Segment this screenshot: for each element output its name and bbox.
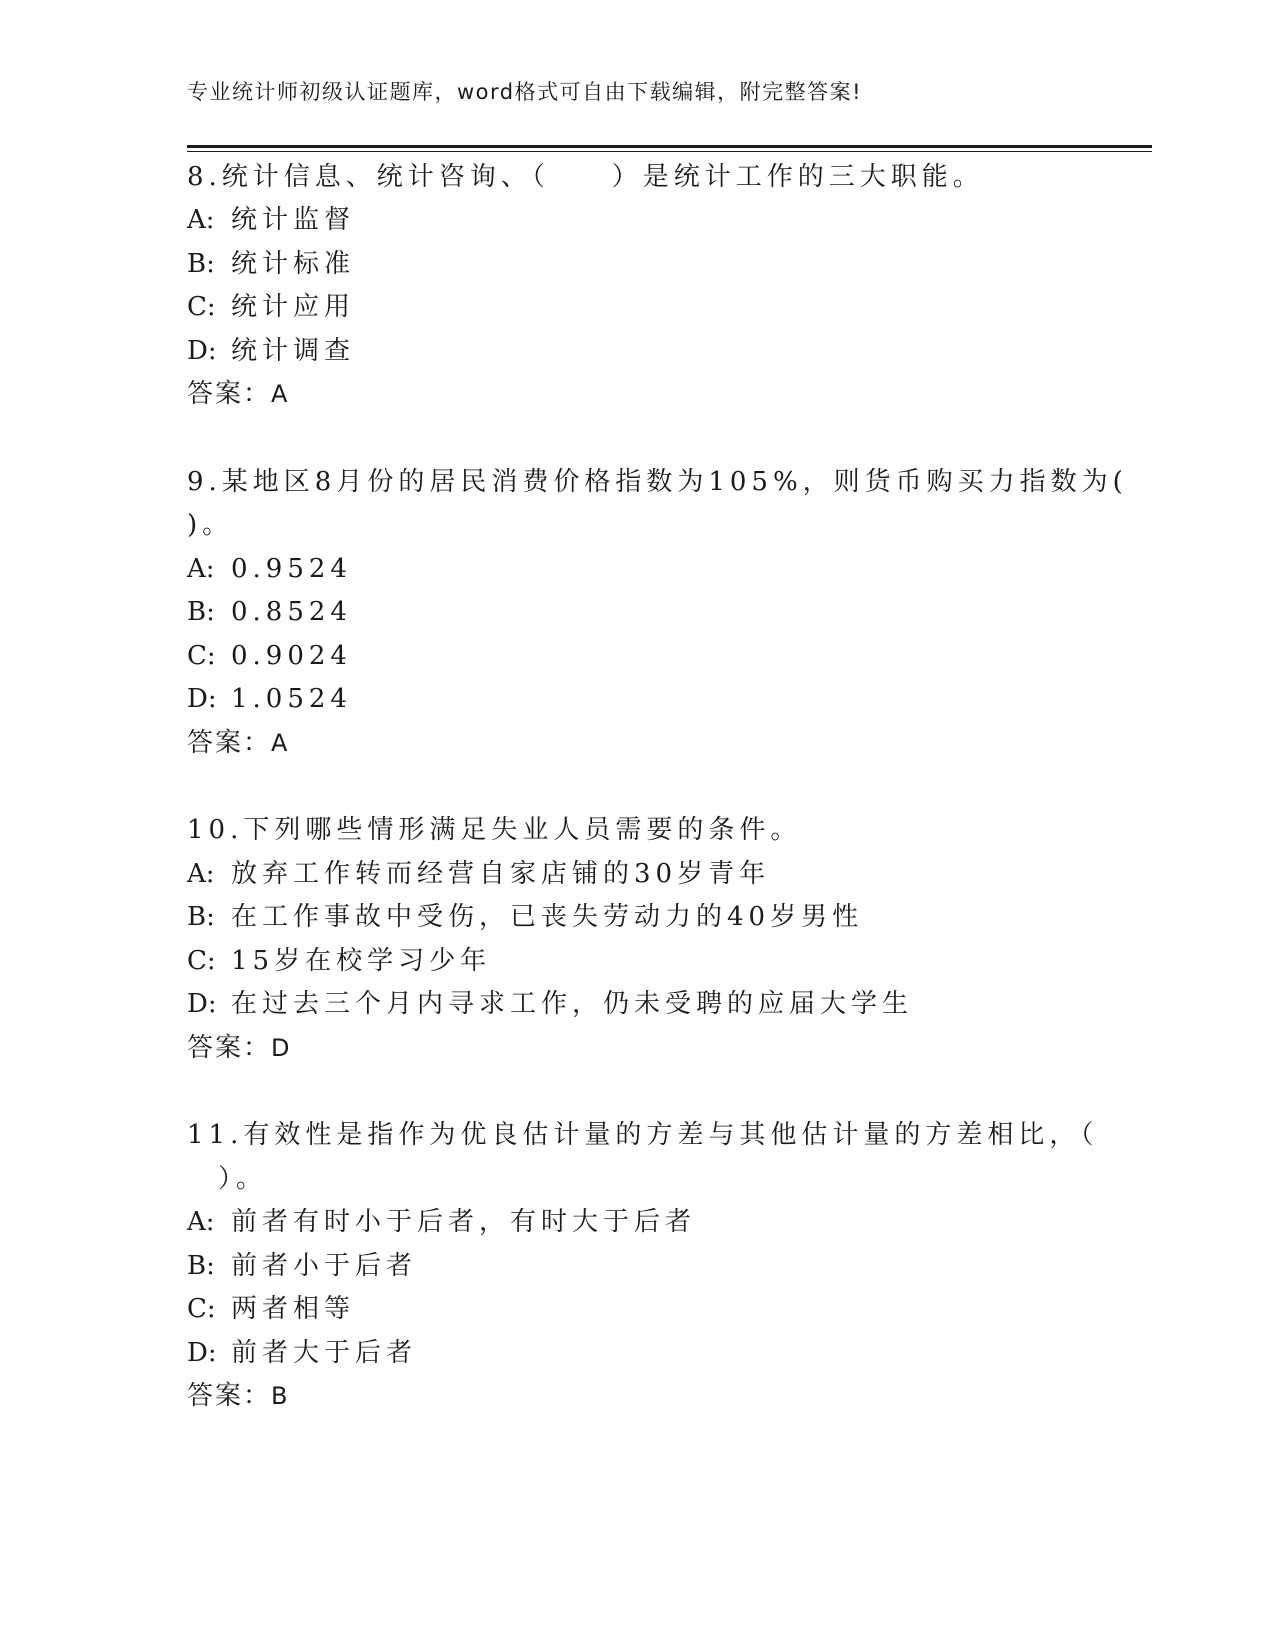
question-10-option-b: [187, 901, 863, 933]
question-8-option-a: [187, 204, 355, 236]
option-letter: A:: [187, 205, 215, 235]
question-9-option-c: [187, 640, 352, 672]
option-text: 在工作事故中受伤，已丧失劳动力的40岁男性: [231, 902, 864, 932]
page-header: 专业统计师初级认证题库，word格式可自由下载编辑，附完整答案!: [187, 80, 863, 104]
question-10-stem: 10.下列哪些情形满足失业人员需要的条件。: [187, 815, 802, 845]
option-letter: A:: [187, 859, 215, 889]
question-8-option-b: [187, 248, 355, 280]
question-10-option-c: [187, 945, 491, 977]
option-letter: B:: [187, 1251, 215, 1281]
answer-value: A: [271, 380, 290, 408]
question-10-option-a: [187, 858, 770, 890]
answer-label: 答案：: [187, 1381, 272, 1411]
question-11-option-a: [187, 1206, 696, 1238]
option-text: 前者小于后者: [231, 1251, 418, 1281]
header-rule-thin: [187, 151, 1152, 152]
question-8-answer: [187, 378, 289, 410]
option-letter: B:: [187, 597, 215, 627]
option-text: 0.9024: [231, 641, 352, 671]
question-10-answer: [187, 1032, 292, 1064]
answer-label: 答案：: [187, 728, 272, 758]
option-text: 统计标准: [231, 249, 356, 279]
option-text: 前者有时小于后者，有时大于后者: [231, 1207, 697, 1237]
question-9-option-a: [187, 553, 352, 585]
option-text: 放弃工作转而经营自家店铺的30岁青年: [231, 859, 771, 889]
question-9-option-d: [187, 683, 352, 715]
option-text: 1.0524: [231, 684, 352, 714]
option-letter: C:: [187, 946, 216, 976]
question-8-option-c: [187, 291, 355, 323]
option-text: 0.9524: [231, 554, 352, 584]
question-11-stem: 11.有效性是指作为优良估计量的方差与其他估计量的方差相比，（: [187, 1120, 1099, 1150]
option-text: 在过去三个月内寻求工作，仍未受聘的应届大学生: [231, 989, 914, 1019]
question-8-option-d: [187, 335, 355, 367]
option-letter: C:: [187, 292, 216, 322]
option-text: 前者大于后者: [231, 1338, 418, 1368]
option-letter: C:: [187, 1294, 216, 1324]
answer-label: 答案：: [187, 1033, 272, 1063]
question-11-answer: [187, 1380, 289, 1412]
answer-value: A: [271, 729, 290, 757]
option-letter: A:: [187, 1207, 215, 1237]
question-11-option-d: [187, 1337, 417, 1369]
option-text: 15岁在校学习少年: [231, 946, 492, 976]
option-text: 统计调查: [231, 336, 356, 366]
question-9-stem-cont: )。: [187, 510, 234, 540]
answer-value: D: [271, 1034, 292, 1062]
option-letter: B:: [187, 249, 215, 279]
option-letter: D:: [187, 989, 217, 1019]
answer-value: B: [271, 1382, 290, 1410]
option-letter: D:: [187, 684, 217, 714]
header-rule-thick: [187, 145, 1152, 148]
option-letter: A:: [187, 554, 215, 584]
option-text: 两者相等: [231, 1294, 356, 1324]
option-text: 0.8524: [231, 597, 352, 627]
question-9-answer: [187, 727, 289, 759]
answer-label: 答案：: [187, 379, 272, 409]
option-text: 统计应用: [231, 292, 356, 322]
question-9-stem: 9.某地区8月份的居民消费价格指数为105%，则货币购买力指数为(: [187, 467, 1128, 497]
option-letter: C:: [187, 641, 216, 671]
question-11-stem-cont: ）。: [187, 1164, 268, 1194]
question-10-option-d: [187, 988, 913, 1020]
question-11-option-b: [187, 1250, 417, 1282]
option-letter: D:: [187, 336, 217, 366]
option-letter: D:: [187, 1338, 217, 1368]
question-8-stem: 8.统计信息、统计咨询、（ ）是统计工作的三大职能。: [187, 162, 984, 192]
question-9-option-b: [187, 596, 352, 628]
option-text: 统计监督: [231, 205, 356, 235]
question-11-option-c: [187, 1293, 355, 1325]
option-letter: B:: [187, 902, 215, 932]
